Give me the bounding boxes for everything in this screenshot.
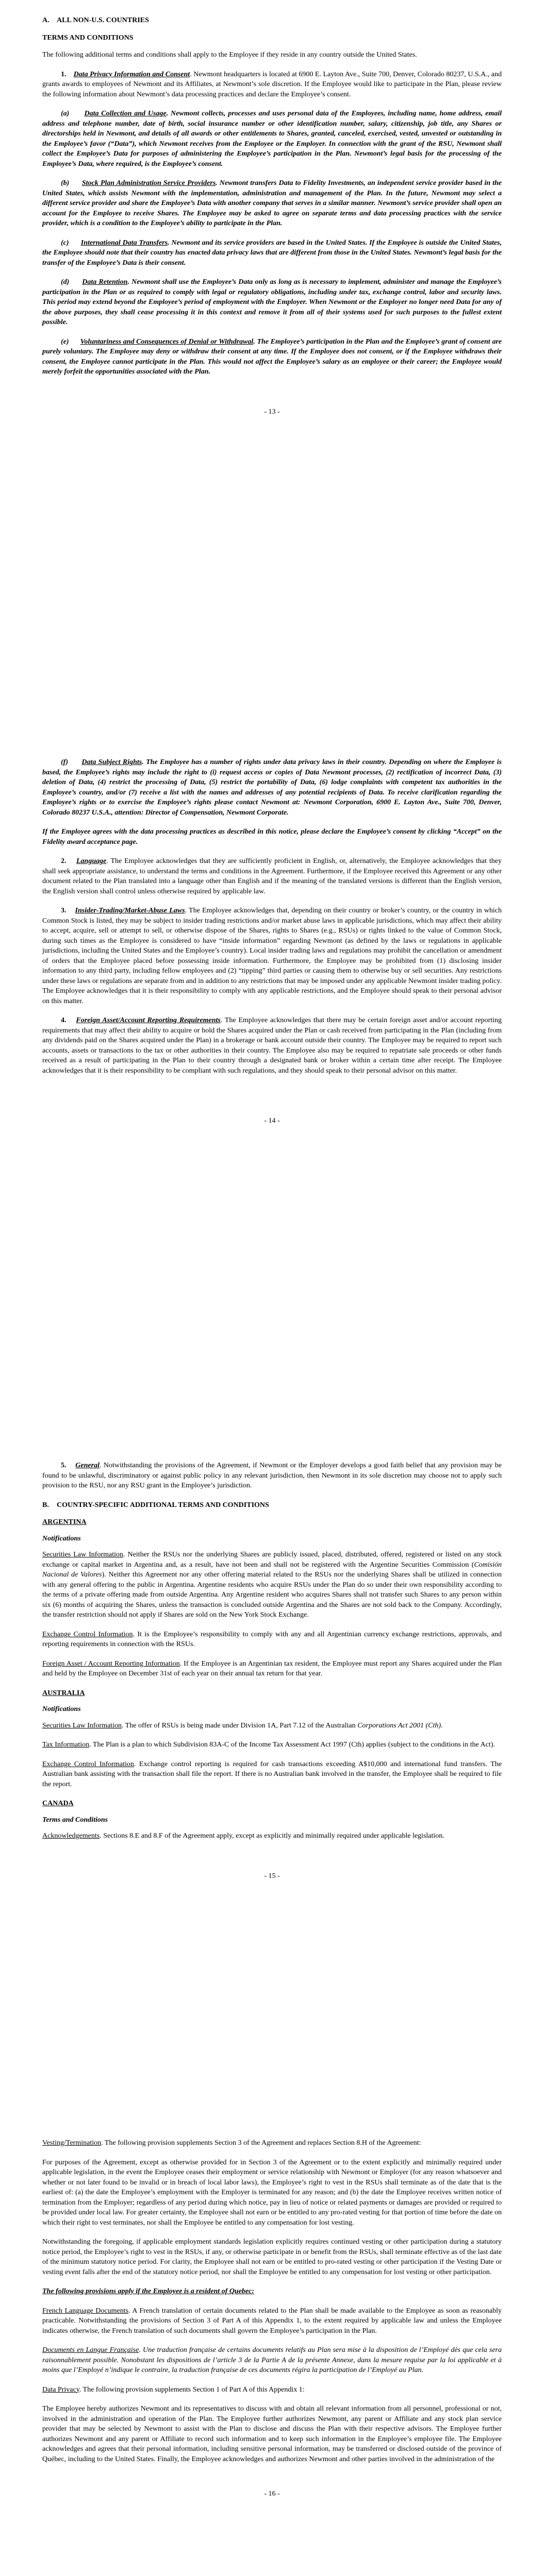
paragraph-italic: Comisión Nacional de Valores: [42, 1561, 502, 1579]
paragraph-title: Vesting/Termination: [42, 2139, 102, 2147]
australia-exchange: [42, 1759, 502, 1790]
document-page-16: [0, 2138, 544, 2499]
argentina-securities: [42, 1550, 502, 1620]
paragraph-1b: [42, 178, 502, 229]
paragraph-number: 1.: [61, 70, 67, 78]
paragraph-1d: [42, 277, 502, 328]
paragraph-title: Securities Law Information: [42, 1721, 122, 1730]
paragraph-body: . The following provision supplements Section 1 of Part A of this Appendix 1:: [79, 2385, 305, 2394]
intro-paragraph: The following additional terms and conditions shall apply to the Employee if they reside in any country outside the United States.: [42, 51, 417, 59]
paragraph-title: Exchange Control Information: [42, 1630, 133, 1638]
heading-number: B.: [42, 1501, 49, 1509]
paragraph-title: Data Collection and Usage: [84, 110, 167, 117]
paragraph-number: 5.: [61, 1462, 67, 1469]
paragraph-1e: [42, 337, 502, 377]
subheading: TERMS AND CONDITIONS: [42, 33, 134, 42]
vesting-termination: [42, 2138, 502, 2148]
paragraph-body: . The Employee’s participation in the Plan and the Employee’s grant of consent are purely voluntary. The Employee may deny or withdraw their consent at any time. If the Employee does not consent, or if the Employee withdraws their consent, the Employee cannot participate in the Plan. This would not affect the Employee’s salary as an employee or their career; the Employee would merely forfeit the opportunities associated with the Plan.: [42, 337, 502, 376]
australia-tax: [42, 1740, 502, 1750]
paragraph-label: (a): [61, 110, 70, 117]
vesting-paragraph-2: Notwithstanding the foregoing, if applicable employment standards legislation explicitly requires continued vesting or other participation during a statutory notice period, the Employee’s right to vest in the RSUs, if any, or otherwise participate in or benefit from the RSUs, shall terminate effective as of the last date of the minimum statutory notice period. For clarity, the Employee shall not earn or be entitled to pro-rated vesting or other participation if the Vesting Date or vesting event falls after the end of the statutory notice period, nor shall the Employee be entitled to any compensation for lost vesting or other participation.: [42, 2238, 502, 2276]
paragraph-label: (f): [61, 758, 68, 766]
vesting-paragraph-1: For purposes of the Agreement, except as otherwise provided for in Section 3 of the Agreement or to the extent explicitly and minimally required under applicable legislation, in the event the Employee ceases their employment or service relationship with Newmont or Employer (for any reason whatsoever and whether or not later found to be invalid or in breach of local labor laws), the Employee’s right to vest in the RSUs shall terminate as of the date that is the earliest of: (a) the date the Employee’s employment with the Employer is terminated for any reason; and (b) the date the Employee receives written notice of termination from the Employer; regardless of any period during which notice, pay in lieu of notice or related payments or damages are provided or required to be provided under local law. For greater certainty, the Employee shall not earn or be entitled to any pro-rated vesting for that portion of time before the date on which their right to vest terminates, nor shall the Employee be entitled to any compensation for lost vesting.: [42, 2158, 502, 2227]
paragraph-body: . Exchange control reporting is required for cash transactions exceeding A$10,000 and international fund transfers. The Australian bank assisting with the transaction shall file the report. If there is no Australian bank involved in the transfer, the Employee shall be required to file the report.: [42, 1760, 502, 1788]
canada-acknowledgements: [42, 1831, 502, 1841]
paragraph-body: . The following provision supplements Section 3 of the Agreement and replaces Section 8.H of the Agreement:: [101, 2139, 421, 2147]
argentina-exchange: [42, 1630, 502, 1650]
paragraph-title: Data Privacy Information and Consent: [73, 70, 190, 78]
paragraph-body: . Une traduction française de certains documents relatifs au Plan sera mise à la disposition de l’Employé dès que cela sera raisonnablement possible. Nonobstant les dispositions de l’article 3 de la Partie A de la présente Annexe, dans la mesure requise par la loi applicable et à moins que l’Employé n’indique le contraire, la traduction française de ces documents régira la participation de l’Employé au Plan.: [42, 2346, 502, 2374]
consent-paragraph: If the Employee agrees with the data processing practices as described in this notice, please declare the Employee’s consent by clicking “Accept” on the Fidelity award acceptance page.: [42, 828, 502, 846]
paragraph-3: [42, 906, 502, 1006]
paragraph-body: . The Plan is a plan to which Subdivision 83A-C of the Income Tax Assessment Act 1997 (Cth) applies (subject to the conditions in the Act).: [89, 1741, 495, 1749]
section-heading: [42, 1500, 502, 1511]
country-heading-argentina: ARGENTINA: [42, 1518, 87, 1526]
paragraph-body: . Neither the RSUs nor the underlying Shares are publicly issued, placed, distributed, offered, registered or listed on any stock exchange or capital market in Argentina and, as a result, have not been and shall not be registered with the Argentine Securities Commission (: [42, 1551, 502, 1569]
paragraph-title: French Language Documents: [42, 2307, 129, 2315]
paragraph-number: 3.: [61, 907, 67, 914]
paragraph-body: . The offer of RSUs is being made under Division 1A, Part 7.12 of the Australian: [121, 1721, 358, 1730]
paragraph-1a: [42, 109, 502, 169]
notifications-heading: Notifications: [42, 1534, 81, 1543]
paragraph-label: (c): [61, 239, 69, 247]
paragraph-body: . The Employee acknowledges that, depending on their country or broker’s country, or the country in which Common Stock is listed, they may be subject to insider trading restrictions and/or market abuse laws in applicable jurisdictions, which may affect their ability to accept, acquire, sell or attempt to sell, or otherwise dispose of the Shares, rights to Shares (e.g., RSUs) or rights linked to the value of Common Stock, during such times as the Employee is considered to have “inside information” regarding Newmont (as defined by the laws or regulations in applicable jurisdictions, including the United States and the Employee’s country). Local insider trading laws and regulations may prohibit the cancellation or amendment of orders that the Employee placed before possessing inside information. Furthermore, the Employee may be prohibited from (1) disclosing insider information to any third party, including fellow employees and (2) “tipping” third parties or causing them to otherwise buy or sell securities. Any restrictions under these laws or regulations are separate from and in addition to any restrictions that may be imposed under any applicable Newmont insider trading policy. The Employee acknowledges that it is their responsibility to comply with any applicable restrictions, and the Employee should speak to their personal advisor on this matter.: [42, 907, 502, 1005]
notifications-heading: Notifications: [42, 1705, 81, 1713]
page-number: - 16 -: [264, 2490, 280, 2498]
paragraph-number: 2.: [61, 857, 67, 865]
country-heading-canada: CANADA: [42, 1800, 74, 1807]
paragraph-title: Foreign Asset/Account Reporting Requirements: [76, 1016, 221, 1024]
paragraph-1c: [42, 238, 502, 268]
paragraph-title: International Data Transfers: [80, 239, 168, 247]
documents-langue-francaise: [42, 2345, 502, 2376]
australia-securities: [42, 1721, 502, 1731]
paragraph-label: (d): [61, 278, 70, 286]
page-number: - 13 -: [264, 408, 280, 416]
paragraph-title: Insider-Trading/Market-Abuse Laws: [75, 907, 185, 914]
paragraph-body: . Notwithstanding the provisions of the Agreement, if Newmont or the Employer develops a good faith belief that any provision may be found to be unlawful, discriminatory or against public policy in any relevant jurisdiction, then Newmont in its sole discretion may choose not to apply such provision to the RSU, nor any RSU grant in the Employee’s jurisdiction.: [42, 1462, 502, 1489]
heading-number: A.: [42, 16, 50, 24]
paragraph-2: [42, 856, 502, 896]
page-number: - 14 -: [264, 1117, 280, 1125]
paragraph-body: . Sections 8.E and 8.F of the Agreement apply, except as explicitly and minimally required under applicable legislation.: [100, 1832, 444, 1840]
paragraph-body: . Newmont and its service providers are based in the United States. If the Employee is outside the United States, the Employee should note that their country has enacted data privacy laws that are different from those in the United States. Newmont’s legal basis for the transfer of the Employee’s Data is their consent.: [42, 239, 502, 267]
paragraph-title: Data Subject Rights: [81, 758, 142, 766]
paragraph-body: ). Neither this Agreement nor any other offering material related to the RSUs nor the underlying Shares shall be utilized in connection with any general offering to the public in Argentina. Argentine residents who acquire RSUs under the Plan do so under their own responsibility according to the terms of a private offering made from outside Argentina. Any Argentine resident who acquires Shares shall not transfer such Shares to any person within six (6) months of acquiring the Shares, unless the transaction is concluded outside Argentina and the Shares are not sold back to the Company. Accordingly, the transfer restriction should not apply if Shares are sold on the New York Stock Exchange.: [42, 1571, 502, 1619]
paragraph-body: .: [441, 1721, 443, 1730]
paragraph-title: Language: [76, 857, 107, 865]
data-privacy-quebec: [42, 2385, 502, 2395]
paragraph-title: Tax Information: [42, 1741, 90, 1749]
paragraph-title: Securities Law Information: [42, 1551, 124, 1558]
paragraph-body: . The Employee acknowledges that they are sufficiently proficient in English, or, alternatively, the Employee acknowledges that they shall seek appropriate assistance, to understand the terms and conditions in the Agreement. Furthermore, if the Employee received this Agreement or any other document related to the Plan translated into a language other than English and if the meaning of the translated versions is different than the English version, the English version shall control unless otherwise required by applicable law.: [42, 857, 502, 895]
document-page-15: [0, 1461, 544, 1881]
paragraph-body: . The Employee has a number of rights under data privacy laws in their country. Depending on where the Employee is based, the Employee’s rights may include the right to (i) request access or copies of Data Newmont processes, (2) rectification of incorrect Data, (3) deletion of Data, (4) restrict the processing of Data, (5) restrict the portability of Data, (6) lodge complaints with competent tax authorities in the Employee’s country, and/or (7) receive a list with the names and addresses of any potential recipients of Data. To receive clarification regarding the Employee’s rights or to exercise the Employee’s rights please contact Newmont at: Newmont Corporation, 6900 E. Layton Ave., Suite 700, Denver, Colorado 80237 U.S.A., attention: Director of Compensation, Newmont Corporate.: [42, 758, 502, 817]
heading-text: COUNTRY-SPECIFIC ADDITIONAL TERMS AND CONDITIONS: [57, 1501, 269, 1509]
document-page-14: [0, 757, 544, 1126]
paragraph-1: [42, 70, 502, 100]
argentina-foreign-asset: [42, 1659, 502, 1679]
paragraph-body: . Newmont collects, processes and uses personal data of the Employees, including name, home address, email address and telephone number, date of birth, social insurance number or other identification number, salary, citizenship, job title, any Shares or directorships held in Newmont, and details of all awards or other entitlements to Shares, granted, canceled, exercised, vested, unvested or outstanding in the Employee’s favor (“Data”), which Newmont receives from the Employee or the Employer. In connection with the grant of the RSU, Newmont shall collect the Employee’s Data for purposes of administering the Employee’s participation in the Plan. Newmont’s legal basis for the processing of the Employee’s Data, where required, is the Employee’s consent.: [42, 110, 502, 168]
paragraph-body: . The Employee acknowledges that there may be certain foreign asset and/or account reporting requirements that may affect their ability to acquire or hold the Shares acquired under the Plan or cash received from participating in the Plan (including from any dividends paid on the Shares acquired under the Plan) in a brokerage or bank account outside their country. The Employee may be required to report such accounts, assets or transactions to the tax or other authorities in their country. The Employee also may be required to repatriate sale proceeds or other funds received as a result of participating in the Plan to their country through a designated bank or broker within a certain time after receipt. The Employee acknowledges that it is their responsibility to be compliant with such regulations, and they should speak to their personal advisor on this matter.: [42, 1016, 502, 1075]
paragraph-body: . If the Employee is an Argentinian tax resident, the Employee must report any Shares acquired under the Plan and held by the Employee on December 31st of each year on their annual tax return for that year.: [42, 1659, 502, 1677]
paragraph-label: (b): [61, 179, 70, 187]
terms-heading: Terms and Conditions: [42, 1816, 108, 1824]
paragraph-title: General: [75, 1462, 100, 1469]
data-privacy-paragraph: The Employee hereby authorizes Newmont and its representatives to discuss with and obtain all relevant information from all personnel, professional or not, involved in the administration and operation of the Plan. The Employee further authorizes Newmont, any parent or Affiliate and any stock plan service provider that may be selected by Newmont to assist with the Plan to disclose and discuss the Plan with their respective advisors. The Employee further authorizes Newmont and any parent or Affiliate to record such information and to keep such information in the Employee’s employee file. The Employee acknowledges and agrees that their personal information, including sensitive personal information, may be transferred or disclosed outside of the province of Québec, including to the United States. Finally, the Employee acknowledges and authorizes Newmont and other parties involved in the administration of the: [42, 2405, 502, 2463]
country-heading-australia: AUSTRALIA: [42, 1689, 85, 1697]
paragraph-title: Data Privacy: [42, 2385, 79, 2394]
paragraph-title: Foreign Asset / Account Reporting Information: [42, 1659, 180, 1668]
paragraph-1f: [42, 757, 502, 818]
document-page-13: [0, 15, 544, 417]
paragraph-title: Data Retention: [82, 278, 128, 286]
paragraph-number: 4.: [61, 1016, 67, 1024]
paragraph-label: (e): [61, 337, 69, 346]
quebec-heading: The following provisions apply if the Employee is a resident of Quebec:: [42, 2287, 255, 2295]
paragraph-title: Voluntariness and Consequences of Denial or Withdrawal: [80, 337, 254, 346]
heading-text: ALL NON-U.S. COUNTRIES: [57, 16, 149, 24]
paragraph-title: Documents en Langue Française: [42, 2346, 139, 2354]
paragraph-5: [42, 1461, 502, 1491]
paragraph-body: . A French translation of certain documents related to the Plan shall be made available to the Employee as soon as reasonably practicable. Notwithstanding the provisions of Section 3 of Part A of this Appendix 1, to the extent required by applicable law and unless the Employee indicates otherwise, the French translation of such documents shall govern the Employee’s participation in the Plan.: [42, 2307, 502, 2335]
paragraph-title: Exchange Control Information: [42, 1760, 134, 1768]
french-language-docs: [42, 2306, 502, 2336]
page-number: - 15 -: [264, 1872, 280, 1880]
paragraph-body: . Newmont headquarters is located at 6900 E. Layton Ave., Suite 700, Denver, Colorado 80237, U.S.A., and grants awards to employees of Newmont and its Affiliates, at Newmont’s sole discretion. If the Employee would like to participate in the Plan, please review the following information about Newmont’s data processing practices and declare the Employee’s consent.: [42, 70, 502, 98]
paragraph-title: Acknowledgements: [42, 1832, 100, 1840]
paragraph-body: . Newmont transfers Data to Fidelity Investments, an independent service provider based in the United States, which assists Newmont with the implementation, administration and management of the Plan. In the future, Newmont may select a different service provider and share the Employee’s Data with another company that serves in a similar manner. Newmont’s service provider shall open an account for the Employee to receive Shares. The Employee may be asked to agree on separate terms and data processing practices with the service provider, which is a condition to the Employee’s ability to participate in the Plan.: [42, 179, 502, 227]
paragraph-italic: Corporations Act 2001 (Cth): [357, 1721, 441, 1730]
section-heading: [42, 15, 502, 26]
paragraph-title: Stock Plan Administration Service Providers: [81, 179, 216, 187]
paragraph-4: [42, 1015, 502, 1076]
paragraph-body: . It is the Employee’s responsibility to comply with any and all Argentinian currency exchange restrictions, approvals, and reporting requirements in connection with the RSUs.: [42, 1630, 502, 1648]
paragraph-body: . Newmont shall use the Employee’s Data only as long as is necessary to implement, administer and manage the Employee’s participation in the Plan or as required to comply with legal or regulatory obligations, including under tax, exchange control, labor and security laws. This period may extend beyond the Employee’s period of employment with the Employer. When Newmont or the Employer no longer need Data for any of the above purposes, they shall cease processing it in this context and remove it from all of their systems used for such purposes to the fullest extent possible.: [42, 278, 502, 326]
